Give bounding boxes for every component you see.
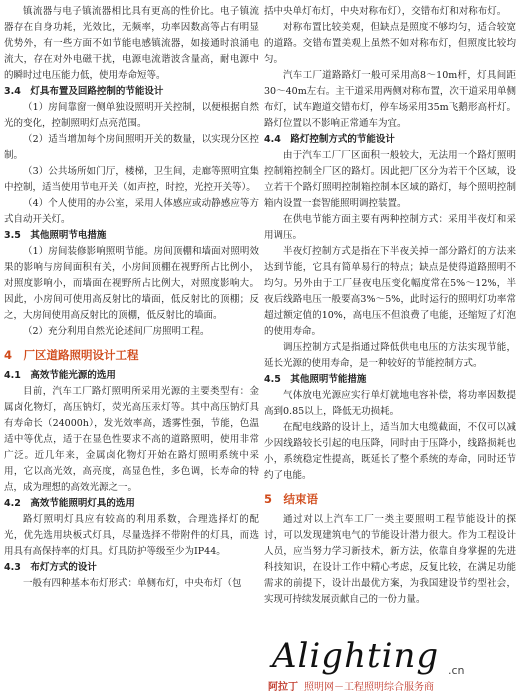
- paragraph: （2）适当增加每个房间照明开关的数量，以实现分区控制。: [4, 134, 259, 161]
- paragraph: 在供电节能方面主要有两种控制方式：采用半夜灯和采用调压。: [264, 214, 516, 241]
- paragraph: 在配电线路的设计上，适当加大电缆截面，不仅可以减少因线路较长引起的电压降，同时由于压降小，线路损耗也小，系统稳定性提高，既延长了整个系统的寿命，同时还节约了电能。: [264, 422, 516, 481]
- paragraph: 镇流器与电子镇流器相比具有更高的性价比。电子镇流器存在自身功耗，光效比，无频率，功率因数高等占有明显优势外，有一些方面不如节能电感镇流器，如接通时浪涌电流大，存在对外电磁干扰，电源电流谐波含量高，耐电源中的瞬时过电压能力低，使用寿命短等。: [4, 6, 259, 81]
- paragraph: 路灯照明灯具应有较高的利用系数，合理选择灯的配光，优先选用块板式灯具，尽量选择不带附件的灯具，而选用具有高保持率的灯具。灯具防护等级至少为IP44。: [4, 514, 259, 557]
- section-heading-4-3: 4.3 布灯方式的设计: [4, 562, 97, 573]
- logo-domain: .cn: [448, 664, 465, 677]
- section-heading-4-1: 4.1 高效节能光源的选用: [4, 370, 116, 381]
- paragraph: （2）充分利用自然光论述间厂房照明工程。: [23, 326, 210, 337]
- section-heading-4-5: 4.5 其他照明节能措施: [264, 374, 367, 385]
- logo-tagline-text: 照明网－工程照明综合服务商: [304, 682, 434, 693]
- paragraph: （1）房间装修影响照明节能。房间顶棚和墙面对照明效果的影响与房间面积有关，小房间顶棚在视野所占比例小，对照度影响小，而墙面在视野所占比例大，对照度影响大。因此，小房间可使用高反射比的墙面，低反射比的顶棚；反之，大房间使用高反射比的顶棚，低反射比的墙面。: [4, 246, 259, 321]
- logo-tagline: [268, 678, 516, 693]
- paragraph: 目前，汽车工厂路灯照明所采用光源的主要类型有：金属卤化物灯，高压钠灯，荧光高压汞灯等。其中高压钠灯具有寿命长（24000h），发光效率高，透雾性强，节能，色温适中等优点，适于在显色性要求不高的道路照明，使用非常广泛。近几年来，金属卤化物灯开始在路灯照明系统中采用，它以高光效，高亮度，高显色性，多色调，长寿命的特点，成为理想的高效光源之一。: [4, 386, 259, 493]
- right-column: [264, 4, 516, 608]
- paragraph: 调压控制方式是指通过降低供电电压的方法实现节能，延长光源的使用寿命，是一种较好的节能控制方式。: [264, 342, 516, 369]
- section-heading-5: 5 结束语: [264, 492, 319, 506]
- paragraph: 由于汽车工厂厂区面积一般较大，无法用一个路灯照明控制箱控制全厂区的路灯。因此把厂区分为若干个区域，设立若干个路灯照明控制箱控制本区域的路灯，每个照明控制箱内设置一套智能照明调控装置。: [264, 150, 516, 209]
- logo-brand: Alighting: [272, 636, 440, 676]
- paragraph: 通过对以上汽车工厂一类主要照明工程节能设计的探讨，可以发现建筑电气的节能设计潜力很大。作为工程设计人员，应当努力学习新技术，新方法，依靠自身掌握的先进科技知识，在设计工作中精心考虑，反复比较，在满足功能需求的前提下，设计出最优方案，为我国建设节约型社会，实现可持续发展贡献自己的一份力量。: [264, 514, 516, 605]
- paragraph: 对称布置比较美观，但缺点是照度不够均匀，适合较宽的道路。交错布置美观上虽然不如对称布灯，但照度比较均匀。: [264, 22, 516, 65]
- paragraph: 半夜灯控制方式是指在下半夜关掉一部分路灯的方法来达到节能，它具有简单易行的特点；缺点是使得道路照明不均匀。另外由于工厂昼夜电压变化幅度常在5%～12%，半夜后线路电压一般要高3%～5%，此时运行的照明灯功率常超过额定值的10%，高电压不但浪费了电能，还缩短了灯泡的使用寿命。: [264, 246, 516, 337]
- section-heading-3-4: 3.4 灯具布置及回路控制的节能设计: [4, 86, 164, 97]
- paragraph: 汽车工厂道路路灯一般可采用高8～10m杆，灯具间距30～40m左右。主干道采用两侧对称布置，次干道采用单侧布灯，试车跑道交错布灯，停车场采用35m飞鹅形高杆灯。路灯位置以不影响正常通车为宜。: [264, 70, 516, 129]
- section-heading-4-2: 4.2 高效节能照明灯具的选用: [4, 498, 135, 509]
- left-column: [4, 4, 259, 592]
- section-heading-4-4: 4.4 路灯控制方式的节能设计: [264, 134, 395, 145]
- logo-tagline-name: 阿拉丁: [268, 682, 298, 693]
- watermark-logo: [258, 634, 520, 700]
- paragraph: 一般有四种基本布灯形式：单侧布灯，中央布灯（包: [23, 578, 242, 589]
- paragraph: （1）房间靠窗一侧单独设照明开关控制，以便根据自然光的变化，控制照明灯点亮范围。: [4, 102, 259, 129]
- paragraph: 气体放电光源应实行单灯就地电容补偿，将功率因数提高到0.85以上，降低无功损耗。: [264, 390, 516, 417]
- section-heading-3-5: 3.5 其他照明节电措施: [4, 230, 107, 241]
- paragraph: 括中央单灯布灯，中央对称布灯），交错布灯和对称布灯。: [264, 6, 507, 17]
- paragraph: （4）个人使用的办公室，采用人体感应或动静感应等方式自动开关灯。: [4, 198, 259, 225]
- paragraph: （3）公共场所如门厅，楼梯，卫生间，走廊等照明宜集中控制，适当使用节电开关（如声控，时控，光控开关等）。: [4, 166, 259, 193]
- section-heading-4: 4 厂区道路照明设计工程: [4, 348, 139, 362]
